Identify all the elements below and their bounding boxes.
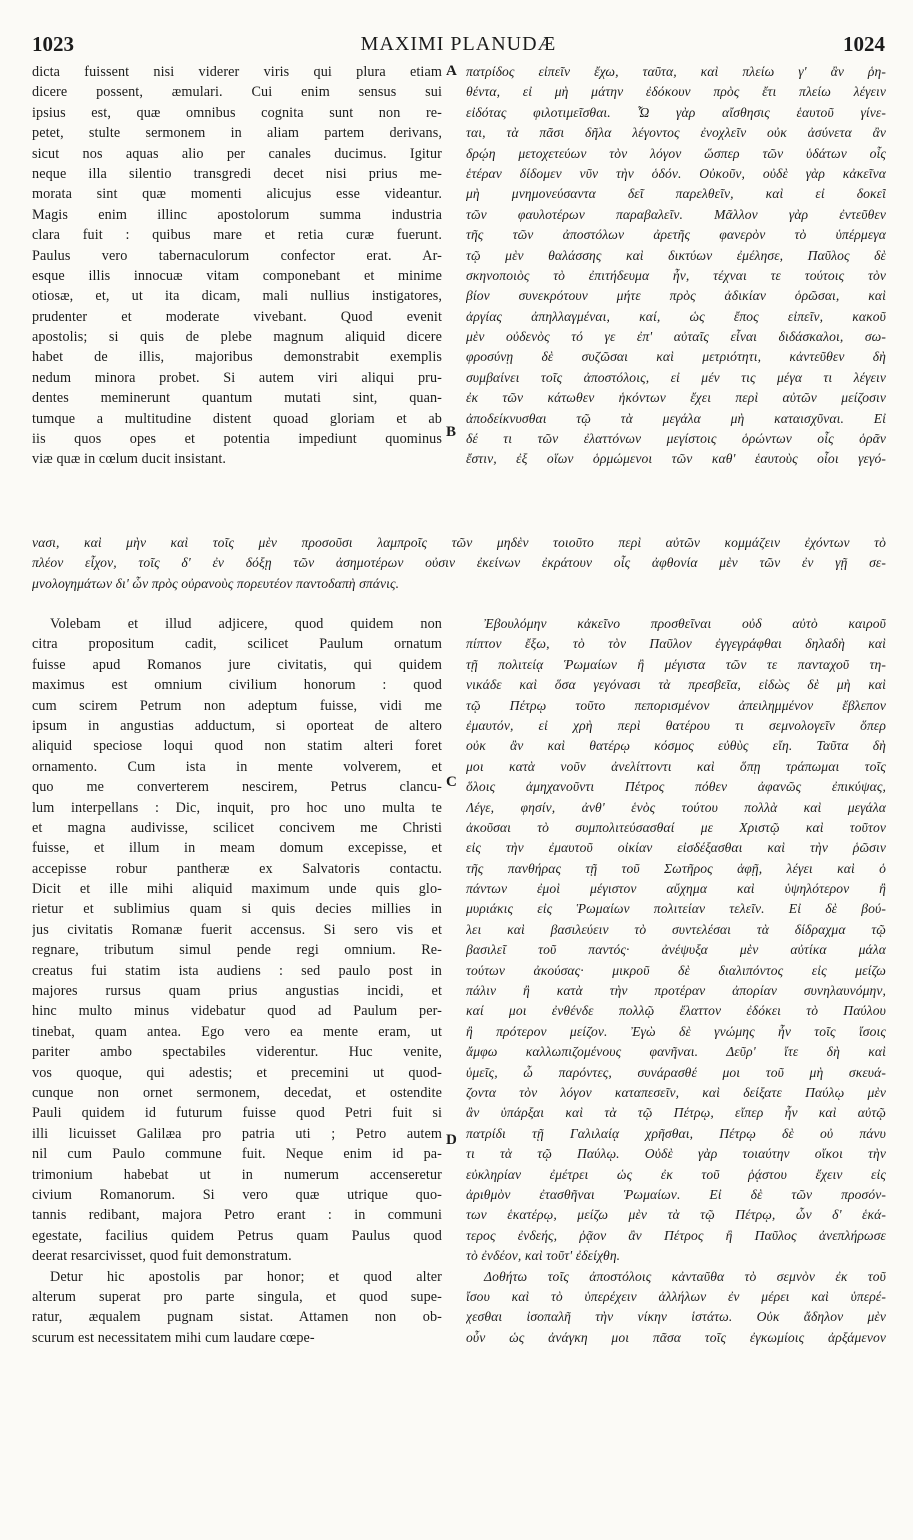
text-line: τῷ Πέτρῳ τοῦτο πεπορισμένον ἀπειλημμένον ἔβλεπον [466, 697, 886, 713]
text-line: μοι κατὰ νοῦν ἀνελίττοντι καὶ ὅπῃ τράπωμαι τοῖς [466, 758, 886, 774]
text-line: Λέγε, φησίν, ἀνθ' ἑνὸς τούτου πολλὰ καὶ μεγάλα [466, 799, 886, 815]
text-line: morata sint quæ momenti alicujus esse videantur. [32, 186, 442, 203]
text-line: lum interpellans : Dic, inquit, pro hoc uno multa te [32, 799, 442, 816]
text-line: πίπτον ἔξω, τὸ τὸν Παῦλον ἐγγεγράφθαι δηλαδὴ καὶ [466, 636, 886, 652]
text-line: τῇ πολιτείᾳ Ῥωμαίων ἢ μέγιστα τῶν τε πανταχοῦ τη- [466, 656, 886, 672]
text-line: illi licuisset Galilæa pro patria uti ; Petro autem [32, 1125, 442, 1142]
text-line: ἢ πρότερον μείζον. Ἐγὼ δὲ γνώμης ἦν τοῖς ἴσοις [466, 1023, 886, 1039]
text-line: ζοντα τὸν λόγον καταπεσεῖν, καὶ δείξατε Παύλῳ μὲν [466, 1084, 886, 1100]
text-line: νικάδε καὶ ὅσα γεγόνασι τὰ πρεσβεῖα, εἰδὼς δὲ μὴ καὶ [466, 677, 886, 693]
text-line: prudenter et moderate vivebant. Quod evenit [32, 308, 442, 325]
text-line: clara fuit : quibus mare et retia curæ fuerunt. [32, 227, 442, 244]
text-line: pariter ambo spectabiles viderentur. Huc venite, [32, 1044, 442, 1061]
text-line: Pauli quidem id futurum fuisse quod Petri fuit si [32, 1105, 442, 1122]
text-line: Ἐβουλόμην κἀκεῖνο προσθεῖναι οὐδ αὐτὸ καιροῦ [484, 616, 886, 631]
text-line: fuisse, et illum in meam domum excepisse, et [32, 840, 442, 857]
text-line: maximus est omnium civilium honorum : quod [32, 677, 442, 694]
text-line: οὖν ὡς ἀνάγκη μοι πᾶσα τοῖς ἐγκωμίοις ἀρξάμενον [466, 1329, 886, 1345]
page-number-left: 1023 [32, 32, 74, 56]
section-marker-b: B [446, 424, 457, 440]
text-line: τῶν φαυλοτέρων παραβαλεῖν. Μᾶλλον γὰρ ἐντεῦθεν [466, 206, 886, 222]
text-line: ratur, æqualem pugnam sistat. Attamen non ob- [32, 1309, 442, 1326]
text-line: τούτων ἀκούσας· μικροῦ δὲ διαλιπόντος εἰς μείζω [466, 962, 886, 978]
text-line: τῷ μὲν θαλάσσης καὶ δικτύων ἐμέλησε, Παῦλος δὲ [466, 247, 886, 263]
text-line: εὐκληρίαν ἐμέτρει ὡς ἐκ τοῦ ῥᾴστου ἔχειν εἰς [466, 1166, 886, 1182]
text-line: πατρίδι τῇ Γαλιλαίᾳ χρῆσθαι, Πέτρῳ δὲ οὐ πάνυ [466, 1125, 886, 1141]
text-line: regnare, tributum simul pende regi omnium. Re- [32, 942, 442, 959]
text-line: ἐκ τῶν κάτωθεν ἡκόντων ἔχει περὶ αὐτῶν μείζοσιν [466, 390, 886, 406]
text-line: λει καὶ βασιλεύειν τὸ συντελέσαι τὰ δίδραχμα τῷ [466, 921, 886, 937]
text-line: aliquid speciose loqui quod non statim alteri foret [32, 738, 442, 755]
text-line: hinc multo minus videbatur quod ad Paulum per- [32, 1003, 442, 1020]
text-line: iis quos opes et potentia impediunt quominus [32, 431, 442, 448]
text-line: neque illa silentio transgredi decet nisi prius me- [32, 165, 442, 182]
text-line: majores rursus quam prius angustias incidi, et [32, 983, 442, 1000]
text-line: πάλιν ἢ κατὰ τὴν προτέραν ἀπορίαν συνηλαυνόμην, [466, 983, 886, 999]
text-line: των ἑκατέρῳ, μείζω μὲν τὰ τῷ Πέτρῳ, ὧν δ' ἑκά- [466, 1207, 886, 1223]
text-line: Paulus vero tabernaculorum confector erat. Ar- [32, 247, 442, 264]
text-line: egestate, facilius quidem Petrus quam Paulus quod [32, 1227, 442, 1244]
text-line: esque illis innocuæ vitam componebant et minime [32, 267, 442, 284]
text-line: ornamento. Cum ista in mente volverem, et [32, 758, 442, 775]
text-line: citra propositum cadit, scilicet Paulum ornatum [32, 636, 442, 653]
text-line: ἐμαυτόν, εἰ χρὴ περὶ θατέρου τι σεμνολογεῖν ὅπερ [466, 717, 886, 733]
text-line: ἀριθμὸν ἐτασθῆναι Ῥωμαίων. Εἰ δὲ τῶν προσόν- [466, 1186, 886, 1202]
text-line: ὅλοις ἀμηχανοῦντι Πέτρος πόθεν ἀφανῶς ἐπικύψας, [466, 779, 886, 795]
text-line: νασι, καὶ μὴν καὶ τοῖς μὲν προσοῦσι λαμπροῖς τῶν μηδὲν τοιοῦτο περὶ αὐτῶν κομμάζειν ἐχόντων τὸ [32, 535, 886, 550]
text-line: fuisse apud Romanos jure civitatis, qui quidem [32, 656, 442, 673]
text-line: τῆς πανθήρας τῇ τοῦ Σωτῆρος ἁφῇ, λέγει καὶ ὁ [466, 860, 886, 876]
text-line: cunque non ornet sermonem, decedat, et ostendite [32, 1084, 442, 1101]
running-title: MAXIMI PLANUDÆ [360, 33, 557, 55]
text-line: alterum superat pro parte singula, et quod supe- [32, 1288, 442, 1305]
text-line: dicere possent, æmulari. Cui enim sensus sui [32, 84, 442, 101]
greek-full-width-paragraph [32, 533, 886, 594]
text-line: et magna audivisse, scilicet concivem me Christi [32, 819, 442, 836]
section-marker-d: D [446, 1132, 457, 1148]
text-line: Magis enim illinc apostolorum summa industria [32, 206, 442, 223]
text-line: τὸ ἐνδέον, καὶ τοῦτ' ἐδείχθη. [466, 1248, 621, 1264]
text-line: civium Romanorum. Si vero quæ utrique quo- [32, 1186, 442, 1203]
text-line: φροσύνῃ δὲ συζῶσαι καὶ μετριότητι, κἀντεῦθεν δὴ [466, 349, 886, 365]
text-line: nil cum Paulo commune fuit. Neque enim id pa- [32, 1146, 442, 1163]
text-line: scurum est necessitatem mihi cum laudare cœpe- [32, 1329, 315, 1346]
text-line: χεσθαι ἰσοπαλῆ τὴν νίκην ἱστάτω. Οὐκ ἄδηλον μὲν [466, 1309, 886, 1325]
greek-column-top [466, 62, 886, 470]
text-line: δρῴη μετοχετεύων τὸν λόγον ὥσπερ τῶν ὑδάτων οἷς [466, 145, 886, 161]
text-line: Δοθήτω τοῖς ἀποστόλοις κἀνταῦθα τὸ σεμνὸν ἐκ τοῦ [484, 1268, 886, 1284]
greek-column-bottom [466, 614, 886, 1348]
text-line: quo me converterem nescirem, Petrus clancu- [32, 779, 442, 796]
text-line: sicut nos aquas alio per canales ducimus. Igitur [32, 145, 442, 162]
text-line: petet, stulte sermonem in aliam partem derivans, [32, 125, 442, 142]
text-line: πάντων ἐμοὶ μέγιστον αὔχημα καὶ ὑψηλότερον ἢ [466, 881, 886, 897]
text-line: ται, τὰ πᾶσι δῆλα λέγοντος ἐνοχλεῖν οὐκ ἀσύνετα ἂν [466, 125, 886, 141]
text-line: ἂν ὑπάρξαι καὶ τὰ τῷ Πέτρῳ, εἴπερ ἦν καὶ αὐτῷ [466, 1105, 886, 1121]
text-line: apostolis; si quis de plebe magnum aliquid dicere [32, 329, 442, 346]
text-line: tannis redibant, majora Petro erant : in communi [32, 1207, 442, 1224]
text-line: accepisse robur pantheræ ex Salvatoris contactu. [32, 860, 442, 877]
text-line: βίον συνεκρότουν μήτε πρὸς ἀδικίαν ὁρῶσαι, καὶ [466, 288, 886, 304]
text-line: συμβαίνει τοῖς ἀποστόλοις, εἰ μέν τις μέγα τι λέγειν [466, 369, 886, 385]
text-line: ὑμεῖς, ὦ παρόντες, συνάρασθέ μοι τοῦ μὴ σκευά- [466, 1064, 886, 1080]
text-line: οὐκ ἂν καὶ θατέρῳ κόσμος εὐθὺς εἴη. Ταῦτα δὴ [466, 738, 886, 754]
text-line: ἄμφω καλλωπιζομένους φανῆναι. Δεῦρ' ἴτε δὴ καὶ [466, 1044, 886, 1060]
text-line: tinebat, quam antea. Ego vero ea mente eram, ut [32, 1023, 442, 1040]
text-line: πλέον εἶχον, τοῖς δ' ἐν δόξῃ τῶν ἀσημοτέρων οὐσιν ἐκείνων ἐκράτουν οἷς ἀφθονία μὲν τῶν ἐν γῇ σε- [32, 555, 886, 571]
text-line: μὲν οὐδενὸς τό γε ἐπ' αὐταῖς εἶναι διδάσκαλοι, σω- [466, 329, 886, 345]
text-line: creatus fui statim ista audiens : sed paulo post in [32, 962, 442, 979]
page-number-right: 1024 [843, 32, 885, 56]
text-line: dicta fuissent nisi viderer viris qui plura etiam [32, 64, 442, 80]
text-line: εἰς τὴν ἐμαυτοῦ οἰκίαν εἰσδέξασθαι καὶ τὴν ῥῶσιν [466, 840, 886, 856]
text-line: δέ τι τῶν ἐλαττόνων μεγίστοις ὁρώντων οἷς ὁρᾶν [466, 431, 886, 447]
text-line: τῆς τῶν ἀποστόλων ἀρετῆς φανερὸν τὸ ὑπέρμεγα [466, 227, 886, 243]
running-header [32, 30, 885, 58]
text-line: trimonium habebat ut in numerum accenseretur [32, 1166, 442, 1183]
text-line: deerat resarcivisset, quod fuit demonstratum. [32, 1248, 292, 1265]
text-line: Volebam et illud adjicere, quod quidem non [50, 616, 442, 632]
text-line: καί μοι ἐνθένδε πολλῷ ἔλαττον ἐδόκει τὸ Παύλου [466, 1003, 886, 1019]
text-line: πατρίδος εἰπεῖν ἔχω, ταῦτα, καὶ πλείω γ' ἂν ῥη- [466, 64, 886, 79]
text-line: Detur hic apostolis par honor; et quod alter [50, 1268, 442, 1285]
text-line: Dicit et ille mihi aliquid maximum unde quis glo- [32, 881, 442, 898]
text-line: τι τὰ τῷ Παύλῳ. Οὐδὲ γὰρ τοιαύτην οἴκοι τὴν [466, 1146, 886, 1162]
text-line: εἰδότας φιλοτιμεῖσθαι. Ὧ γὰρ αἴσθησις ἑαυτοῦ γίνε- [466, 104, 886, 120]
section-marker-c: C [446, 774, 457, 790]
latin-column-top [32, 62, 442, 470]
text-line: viæ quæ in cœlum ducit insistant. [32, 451, 227, 468]
latin-column-bottom [32, 614, 442, 1348]
text-line: θέντα, εἰ μὴ μάτην ἐδόκουν πρὸς ἔτι πλείω λέγειν [466, 84, 886, 100]
text-line: habet de illis, majoribus demonstrabit exemplis [32, 349, 442, 366]
text-line: rietur et sublimius quam si quis decies millies in [32, 901, 442, 918]
text-line: tumque a multitudine distent quoad gloriam et ab [32, 410, 442, 427]
text-line: ἔστιν, ἐξ οἵων ὁρμώμενοι τῶν καθ' ἑαυτοὺς οἷοι γεγό- [466, 451, 886, 467]
text-line: ἑτέραν δίδομεν νῦν τὴν ὁδόν. Οὐκοῦν, οὐδὲ γὰρ κἀκεῖνα [466, 165, 886, 181]
text-line: ἀκοῦσαι τὸ συμπολιτεύσασθαί με Χριστῷ καὶ τοῦτον [466, 819, 886, 835]
text-line: cum scirem Petrum non adeptum fuisse, vidi me [32, 697, 442, 714]
text-line: τερος ἐνδεής, ῥᾷον ἂν Πέτρος ἢ Παῦλος ἀνεπλήρωσε [466, 1227, 886, 1243]
text-line: ipsius est, quæ omnibus cognita sunt non re- [32, 104, 442, 121]
text-line: ipsum in angustias adductum, si oporteat de altero [32, 717, 442, 734]
text-line: otiosæ, et, ut ita dicam, mali nullius instigatores, [32, 288, 442, 305]
text-line: ἀποδείκνυσθαι τῷ τὰ μεγάλα μὴ καταισχῦναι. Εἰ [466, 410, 886, 426]
text-line: nedum minora probet. Si autem viri aliqui pru- [32, 369, 442, 386]
text-line: μὴ μνημονεύσαντα δεῖ παρελθεῖν, καὶ εἰ δοκεῖ [466, 186, 886, 202]
text-line: βασιλεῖ τοῦ παντός· ἀνέψυξα μὲν αὐτίκα μάλα [466, 942, 886, 958]
text-line: vos quoque, qui adestis; et precemini ut quod- [32, 1064, 442, 1081]
text-line: jus civitatis Romanæ fuerit accensus. Si sero vis et [32, 921, 442, 938]
text-line: μυριάκις εἰς Ῥωμαίων πολιτείαν τελεῖν. Εἰ δὲ βού- [466, 901, 886, 917]
section-marker-a: A [446, 63, 457, 79]
text-line: σκηνοποιὸς τὸ ἐπιτήδευμα ἦν, τέχναι τε τούτοις τὸν [466, 267, 886, 283]
text-line: ἴσου καὶ τὸ ὑπερέχειν ἀλλήλων ἐν μέρει καὶ ὑπερέ- [466, 1288, 886, 1304]
text-line: ἀργίας ἀπηλλαγμέναι, καί, ὡς ἔπος εἰπεῖν, κακοῦ [466, 308, 886, 324]
text-line: μνολογημάτων δι' ὧν πρὸς οὐρανοὺς πορευτέον παντοδαπὴ σπάνις. [32, 575, 400, 591]
text-line: dentes meminerunt quantum mutati sint, quan- [32, 390, 442, 407]
